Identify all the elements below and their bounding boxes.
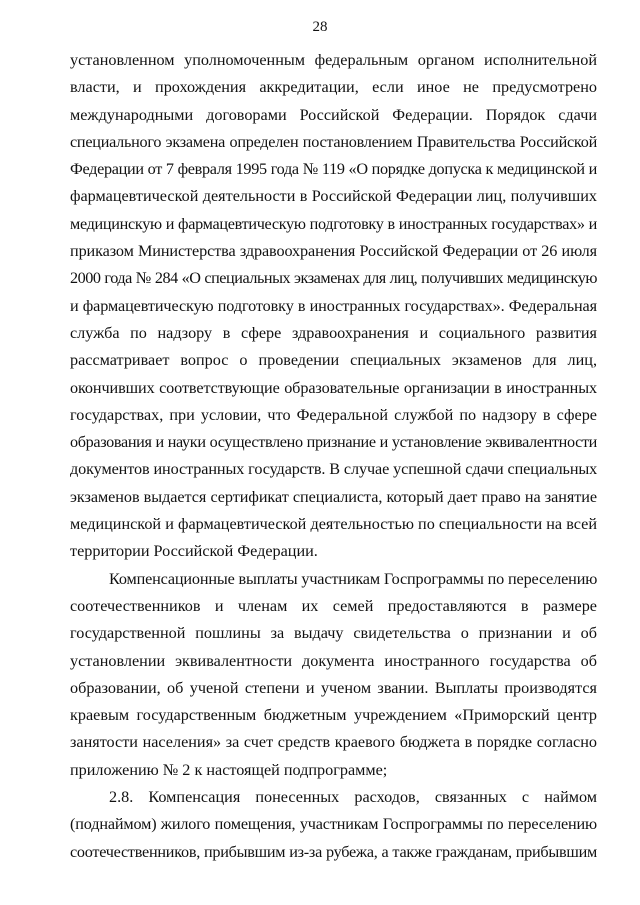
text-line: специального экзамена определен постановлением Правительства Российской [70, 132, 597, 151]
text-line: (поднаймом) жилого помещения, участникам Госпрограммы по переселению [70, 815, 597, 834]
document-body [70, 47, 597, 866]
text-line: международными договорами Российской Федерации. Порядок сдачи [70, 105, 597, 124]
text-line: 2000 года № 284 «О специальных экзаменах для лиц, получивших медицинскую [70, 269, 597, 288]
text-line: образовании, об ученой степени и ученом звании. Выплаты производятся [70, 678, 597, 697]
text-line: государственной пошлины за выдачу свидетельства о признании и об [70, 624, 597, 643]
text-line: приказом Министерства здравоохранения Российской Федерации от 26 июля [70, 242, 597, 261]
text-line: медицинской и фармацевтической деятельностью по специальности на всей [70, 515, 597, 534]
text-line: рассматривает вопрос о проведении специальных экзаменов для лиц, [70, 351, 597, 370]
text-line: занятости населения» за счет средств краевого бюджета в порядке согласно [70, 733, 597, 752]
paragraph-compensation-payments [70, 566, 597, 784]
text-line: соотечественников и членам их семей предоставляются в размере [70, 596, 597, 615]
text-line: Федерации от 7 февраля 1995 года № 119 «О порядке допуска к медицинской и [70, 160, 597, 179]
text-line: приложению № 2 к настоящей подпрограмме; [70, 760, 388, 779]
text-line: установленном уполномоченным федеральным органом исполнительной [70, 51, 597, 69]
text-line: власти, и прохождения аккредитации, если иное не предусмотрено [70, 78, 597, 97]
text-line: Компенсационные выплаты участникам Госпрограммы по переселению [109, 569, 598, 588]
text-line: 2.8. Компенсация понесенных расходов, связанных с наймом [109, 788, 597, 807]
paragraph-special-exam [70, 47, 597, 566]
text-line: установлении эквивалентности документа иностранного государства об [70, 651, 597, 670]
text-line: образования и науки осуществлено признание и установление эквивалентности [70, 433, 597, 452]
text-line: окончивших соответствующие образовательные организации в иностранных [70, 378, 597, 397]
text-line: государствах, при условии, что Федеральной службой по надзору в сфере [70, 405, 597, 424]
text-line: фармацевтической деятельности в Российской Федерации лиц, получивших [70, 187, 597, 206]
paragraph-item-2-8 [70, 784, 597, 866]
text-line: и фармацевтическую подготовку в иностранных государствах». Федеральная [70, 296, 597, 315]
text-line: краевым государственным бюджетным учреждением «Приморский центр [70, 706, 597, 725]
text-line: соотечественников, прибывшим из-за рубежа, а также гражданам, прибывшим [70, 842, 597, 861]
text-line: экзаменов выдается сертификат специалиста, который дает право на занятие [70, 487, 597, 506]
page-number: 28 [312, 19, 328, 35]
text-line: документов иностранных государств. В случае успешной сдачи специальных [70, 460, 598, 479]
text-line: медицинскую и фармацевтическую подготовку в иностранных государствах» и [70, 214, 597, 233]
text-line: служба по надзору в сфере здравоохранения и социального развития [70, 323, 597, 342]
text-line: территории Российской Федерации. [70, 542, 318, 561]
